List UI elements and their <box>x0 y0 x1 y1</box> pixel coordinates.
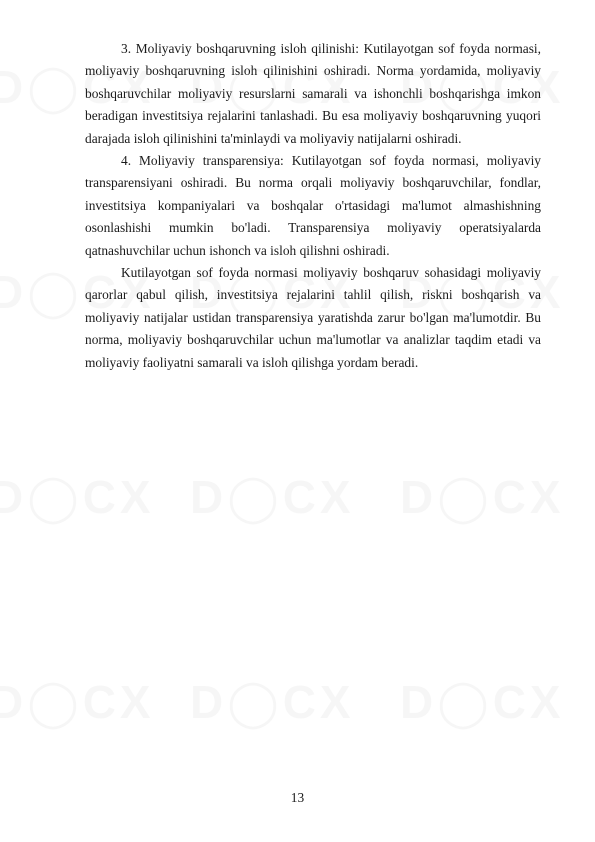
docx-logo-icon <box>0 675 155 729</box>
docx-logo-icon <box>400 470 565 524</box>
paragraph-conclusion: Kutilayotgan sof foyda normasi moliyaviy boshqaruv sohasidagi moliyaviy qarorlar qabul qilish, investitsiya rejalarini tahlil qilish, riskni boshqarish va moliyaviy natijalar ustidan transparensiya yaratishda zarur bo'lgan ma'lumotdir. Bu norma, moliyaviy boshqaruvchilar uchun ma'lumotlar va analizlar taqdim etadi va moliyaviy faoliyatni samarali va isloh qilishga yordam beradi. <box>85 265 541 370</box>
docx-logo-icon <box>190 470 355 524</box>
body-text <box>85 38 541 374</box>
docx-logo-icon <box>0 470 155 524</box>
docx-logo-icon <box>400 675 565 729</box>
paragraph-financial-transparency: 4. Moliyaviy transparensiya: Kutilayotgan sof foyda normasi, moliyaviy transparensiyani oshiradi. Bu norma orqali moliyaviy boshqaruvchilar, fondlar, investitsiya kompaniyalari va boshqalar o'rtasidagi ma'lumot almashishning osonlashishi mumkin bo'ladi. Transparensiya moliyaviy operatsiyalarda qatnashuvchilar uchun ishonch va isloh qilishni oshiradi. <box>85 153 541 258</box>
paragraph-financial-management-reform: 3. Moliyaviy boshqaruvning isloh qilinishi: Kutilayotgan sof foyda normasi, moliyaviy boshqaruvning isloh qilinishini oshiradi. Norma yordamida, moliyaviy boshqaruvchilar moliyaviy resurslarni samarali va ishonchli boshqarishga imkon beradigan investitsiya rejalarini tanlashadi. Bu esa moliyaviy boshqaruvning yuqori darajada isloh qilinishini ta'minlaydi va moliyaviy natijalarni oshiradi. <box>85 41 541 146</box>
docx-logo-icon <box>190 675 355 729</box>
page-number: 13 <box>290 790 305 805</box>
